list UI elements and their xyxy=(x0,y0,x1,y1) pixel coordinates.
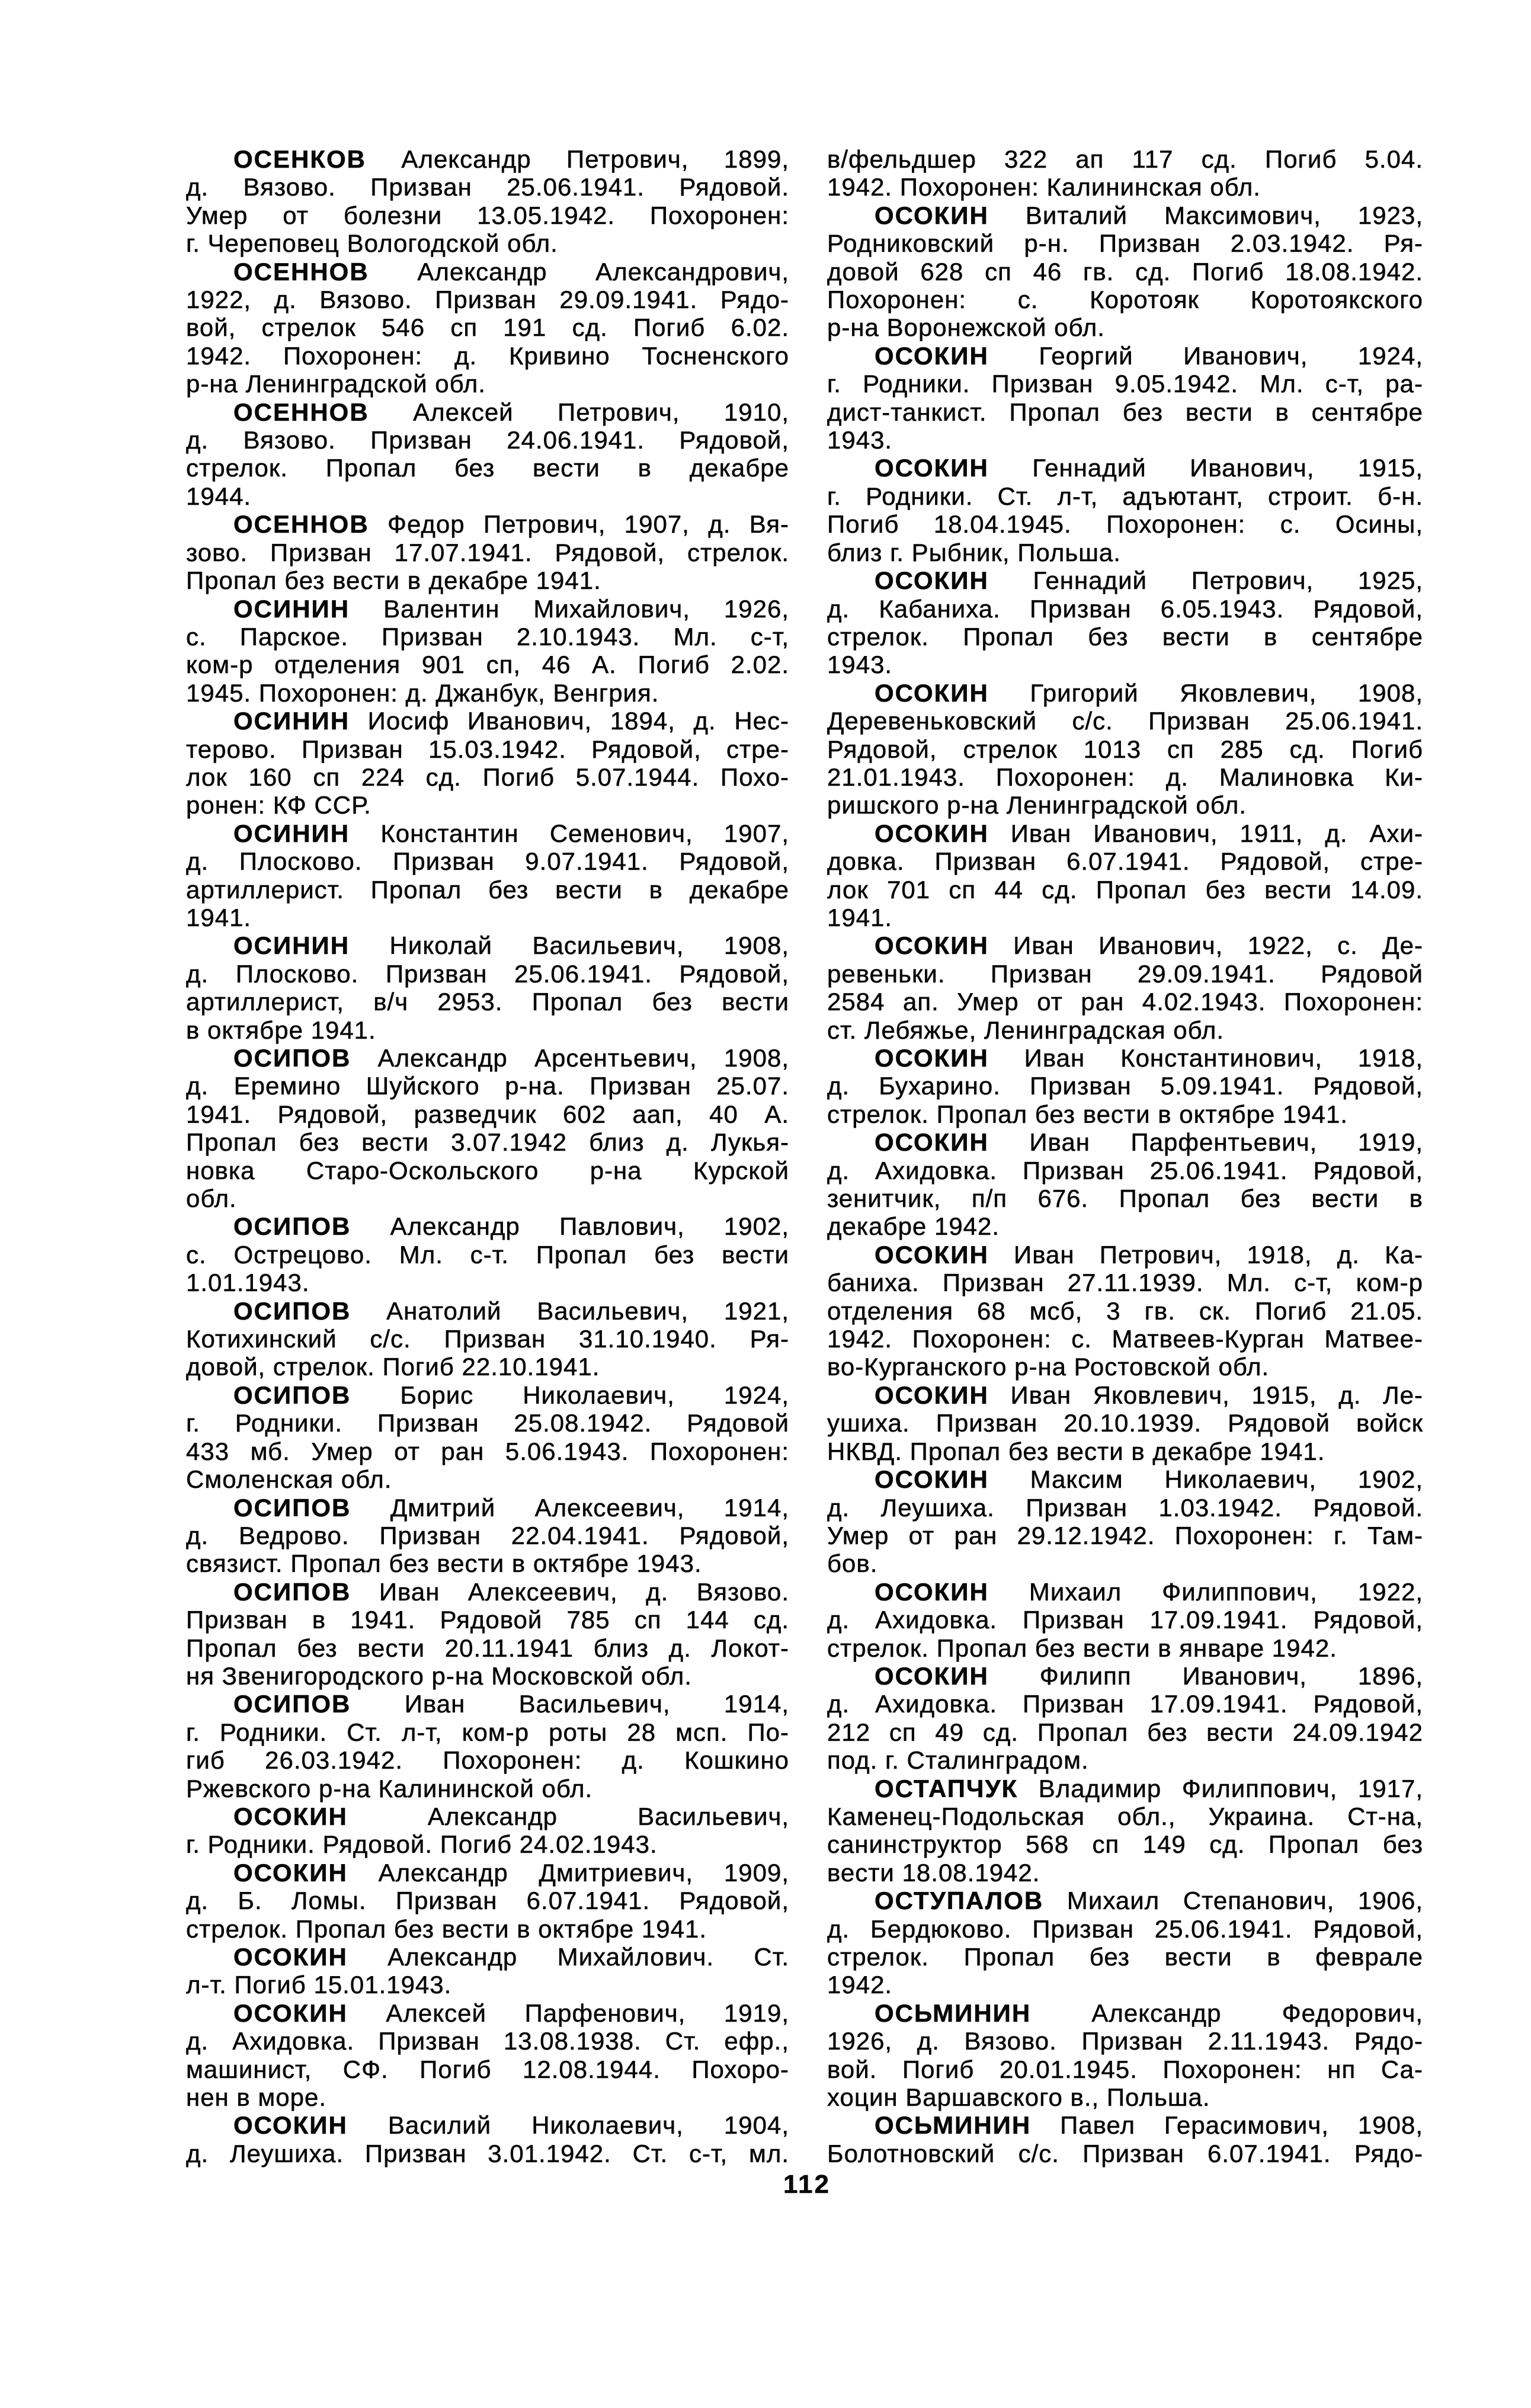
memorial-entry xyxy=(827,1128,1423,1241)
entry-line: ревеньки. Призван 29.09.1941. Рядовой xyxy=(827,959,1423,988)
memorial-entry xyxy=(186,1802,789,1859)
entry-line: ОСЬМИНИН Павел Герасимович, 1908, xyxy=(875,2111,1423,2140)
entry-line: ОСОКИН Алексей Парфенович, 1919, xyxy=(233,1999,789,2027)
surname: ОСОКИН xyxy=(875,1381,989,1409)
entry-line: Рядовой, стрелок 1013 сп 285 сд. Погиб xyxy=(827,735,1423,763)
memorial-entry xyxy=(827,1999,1423,2112)
entry-line: ком-р отделения 901 сп, 46 А. Погиб 2.02. xyxy=(186,651,789,679)
entry-line: стрелок. Пропал без вести в сентябре xyxy=(827,622,1423,651)
memorial-entry xyxy=(186,1578,789,1690)
surname: ОСИПОВ xyxy=(233,1296,351,1325)
surname: ОСОКИН xyxy=(875,341,989,370)
entry-line: д. Бердюково. Призван 25.06.1941. Рядовой, xyxy=(827,1914,1423,1943)
entry-line: 21.01.1943. Похоронен: д. Малиновка Ки- xyxy=(827,763,1423,791)
memorial-entry xyxy=(186,1999,789,2112)
entry-line: г. Родники. Рядовой. Погиб 24.02.1943. xyxy=(186,1830,658,1859)
entry-line: 1942. Похоронен: с. Матвеев-Курган Матвее- xyxy=(827,1325,1423,1353)
entry-line: декабре 1942. xyxy=(827,1212,1000,1241)
surname: ОСОКИН xyxy=(875,931,989,960)
surname: ОСИПОВ xyxy=(233,1493,351,1522)
surname: ОСОКИН xyxy=(233,2111,348,2140)
memorial-entry xyxy=(186,145,789,258)
memorial-entry xyxy=(186,398,789,511)
entry-line: Пропал без вести в декабре 1941. xyxy=(186,566,601,595)
entry-line: ня Звенигородского р-на Московской обл. xyxy=(186,1661,692,1690)
entry-line: новка Старо-Оскольского р-на Курской xyxy=(186,1156,789,1184)
memorial-entry xyxy=(186,1690,789,1802)
entry-line: вой, стрелок 546 сп 191 сд. Погиб 6.02. xyxy=(186,313,789,342)
entry-line: довой 628 сп 46 гв. сд. Погиб 18.08.1942. xyxy=(827,257,1423,286)
entry-line: ОСОКИН Иван Иванович, 1922, с. Де- xyxy=(875,931,1423,960)
surname: ОСИПОВ xyxy=(233,1381,351,1409)
entry-line: д. Вязово. Призван 25.06.1941. Рядовой. xyxy=(186,173,789,201)
entry-line: ОСТУПАЛОВ Михаил Степанович, 1906, xyxy=(875,1887,1423,1915)
surname: ОСОКИН xyxy=(233,1858,348,1887)
memorial-entry xyxy=(827,201,1423,342)
entry-line: 1942. Похоронен: д. Кривино Тосненского xyxy=(186,341,789,370)
entry-line: г. Родники. Ст. л-т, ком-р роты 28 мсп. По- xyxy=(186,1718,789,1746)
surname: ОСЬМИНИН xyxy=(875,2111,1032,2140)
entry-line: ОСОКИН Григорий Яковлевич, 1908, xyxy=(875,678,1423,707)
entry-line: г. Череповец Вологодской обл. xyxy=(186,229,558,258)
entry-line: 1941. Рядовой, разведчик 602 аап, 40 А. xyxy=(186,1100,789,1128)
entry-line: баниха. Призван 27.11.1939. Мл. с-т, ком-р xyxy=(827,1269,1423,1297)
entry-line: отделения 68 мсб, 3 гв. ск. Погиб 21.05. xyxy=(827,1296,1423,1325)
memorial-entry xyxy=(827,1044,1423,1128)
entry-line: Болотновский с/с. Призван 6.07.1941. Рядо- xyxy=(827,2139,1423,2167)
entry-line: ОСИПОВ Борис Николаевич, 1924, xyxy=(233,1381,789,1409)
entry-line: Смоленская обл. xyxy=(186,1465,392,1494)
entry-line: ОСИПОВ Александр Арсентьевич, 1908, xyxy=(233,1044,789,1072)
entry-line: терово. Призван 15.03.1942. Рядовой, стре- xyxy=(186,735,789,763)
entry-line: л-т. Погиб 15.01.1943. xyxy=(186,1971,452,1999)
entry-line: Ржевского р-на Калининской обл. xyxy=(186,1774,593,1802)
entry-line: в октябре 1941. xyxy=(186,1016,376,1044)
entry-line: лок 160 сп 224 сд. Погиб 5.07.1944. Похо- xyxy=(186,763,789,791)
left-column xyxy=(186,145,789,2167)
surname: ОСОКИН xyxy=(875,1661,989,1690)
entry-line: ОСОКИН Филипп Иванович, 1896, xyxy=(875,1661,1423,1690)
memorial-entry xyxy=(186,258,789,398)
surname: ОСИПОВ xyxy=(233,1577,351,1606)
surname: ОСТАПЧУК xyxy=(875,1774,1018,1802)
entry-line: во-Курганского р-на Ростовской обл. xyxy=(827,1353,1270,1381)
entry-line: ОСЕННОВ Алексей Петрович, 1910, xyxy=(233,398,789,426)
memorial-entry xyxy=(827,454,1423,566)
entry-line: д. Бухарино. Призван 5.09.1941. Рядовой, xyxy=(827,1072,1423,1100)
memorial-entry xyxy=(186,1859,789,1943)
entry-line: довой, стрелок. Погиб 22.10.1941. xyxy=(186,1353,600,1381)
entry-line: Погиб 18.04.1945. Похоронен: с. Осины, xyxy=(827,510,1423,539)
memorial-entry xyxy=(827,1887,1423,1999)
surname: ОСИНИН xyxy=(233,931,350,960)
entry-line: бов. xyxy=(827,1549,878,1578)
entry-line: стрелок. Пропал без вести в октябре 1941. xyxy=(827,1100,1349,1128)
entry-line: 1943. xyxy=(827,426,893,454)
memorial-entry xyxy=(827,931,1423,1044)
entry-line: лок 701 сп 44 сд. Пропал без вести 14.09. xyxy=(827,875,1423,904)
entry-line: Родниковский р-н. Призван 2.03.1942. Ря- xyxy=(827,229,1423,258)
surname: ОСОКИН xyxy=(233,1999,348,2027)
surname: ОСТУПАЛОВ xyxy=(875,1887,1044,1915)
entry-line: 433 мб. Умер от ран 5.06.1943. Похоронен: xyxy=(186,1437,789,1465)
entry-line: ОСОКИН Геннадий Петрович, 1925, xyxy=(875,566,1423,595)
memorial-entry xyxy=(827,2111,1423,2167)
entry-line: под. г. Сталинградом. xyxy=(827,1746,1089,1775)
entry-line: ОСИПОВ Иван Васильевич, 1914, xyxy=(233,1690,789,1718)
entry-line: в/фельдшер 322 ап 117 сд. Погиб 5.04. xyxy=(827,145,1423,173)
entry-line: ОСОКИН Иван Яковлевич, 1915, д. Ле- xyxy=(875,1381,1423,1409)
memorial-entry xyxy=(186,1044,789,1212)
entry-line: ОСОКИН Иван Парфентьевич, 1919, xyxy=(875,1128,1423,1157)
entry-line: ОСОКИН Александр Васильевич, xyxy=(233,1802,789,1830)
entry-line: ОСТАПЧУК Владимир Филиппович, 1917, xyxy=(875,1774,1423,1802)
entry-line: д. Б. Ломы. Призван 6.07.1941. Рядовой, xyxy=(186,1887,789,1915)
entry-line: д. Плосково. Призван 25.06.1941. Рядовой, xyxy=(186,959,789,988)
entry-line: ОСЬМИНИН Александр Федорович, xyxy=(875,1999,1423,2027)
memorial-entry xyxy=(827,819,1423,932)
surname: ОСОКИН xyxy=(875,454,989,482)
entry-line: д. Ведрово. Призван 22.04.1941. Рядовой, xyxy=(186,1521,789,1549)
memorial-entry xyxy=(827,145,1423,201)
entry-line: ОСИНИН Валентин Михайлович, 1926, xyxy=(233,594,789,623)
entry-line: ОСОКИН Михаил Филиппович, 1922, xyxy=(875,1577,1423,1606)
entry-line: вой. Погиб 20.01.1945. Похоронен: нп Са- xyxy=(827,2055,1423,2083)
entry-line: артиллерист. Пропал без вести в декабре xyxy=(186,875,789,904)
memorial-entry xyxy=(827,1578,1423,1662)
entry-line: р-на Ленинградской обл. xyxy=(186,370,486,398)
memorial-entry xyxy=(186,595,789,707)
entry-line: 1943. xyxy=(827,651,893,679)
entry-line: ОСИПОВ Иван Алексеевич, д. Вязово. xyxy=(233,1577,789,1606)
surname: ОСОКИН xyxy=(233,1802,348,1830)
surname: ОСЕННОВ xyxy=(233,398,369,426)
memorial-entry xyxy=(827,1662,1423,1775)
entry-line: ст. Лебяжье, Ленинградская обл. xyxy=(827,1016,1225,1044)
memorial-entry xyxy=(827,1381,1423,1465)
entry-line: 2584 ап. Умер от ран 4.02.1943. Похоронен: xyxy=(827,988,1423,1016)
surname: ОСЬМИНИН xyxy=(875,1999,1032,2027)
entry-line: ОСЕННОВ Александр Александрович, xyxy=(233,257,789,286)
entry-line: д. Леушиха. Призван 3.01.1942. Ст. с-т, мл. xyxy=(186,2139,789,2167)
surname: ОСОКИН xyxy=(875,819,989,847)
surname: ОСИНИН xyxy=(233,707,350,735)
surname: ОСЕННОВ xyxy=(233,510,369,539)
entry-line: ришского р-на Ленинградской обл. xyxy=(827,791,1247,819)
entry-line: 1944. xyxy=(186,482,252,510)
entry-line: хоцин Варшавского в., Польша. xyxy=(827,2083,1210,2112)
memorial-entry xyxy=(186,1943,789,1999)
surname: ОСИПОВ xyxy=(233,1690,351,1718)
entry-line: ОСИНИН Николай Васильевич, 1908, xyxy=(233,931,789,960)
entry-line: артиллерист, в/ч 2953. Пропал без вести xyxy=(186,988,789,1016)
entry-line: 212 сп 49 сд. Пропал без вести 24.09.1942 xyxy=(827,1718,1423,1746)
entry-line: д. Ахидовка. Призван 13.08.1938. Ст. ефр., xyxy=(186,2027,789,2055)
memorial-entry xyxy=(186,2111,789,2167)
entry-line: 1926, д. Вязово. Призван 2.11.1943. Рядо- xyxy=(827,2027,1423,2055)
entry-line: д. Ахидовка. Призван 17.09.1941. Рядовой, xyxy=(827,1606,1423,1634)
entry-line: ОСИНИН Иосиф Иванович, 1894, д. Нес- xyxy=(233,707,789,735)
entry-line: Умер от ран 29.12.1942. Похоронен: г. Там- xyxy=(827,1521,1423,1549)
entry-line: ОСИПОВ Анатолий Васильевич, 1921, xyxy=(233,1296,789,1325)
memorial-entry xyxy=(186,1297,789,1381)
surname: ОСОКИН xyxy=(875,1044,989,1072)
surname: ОСОКИН xyxy=(233,1943,348,1971)
surname: ОСИПОВ xyxy=(233,1212,351,1241)
entry-line: стрелок. Пропал без вести в декабре xyxy=(186,454,789,482)
entry-line: ОСОКИН Василий Николаевич, 1904, xyxy=(233,2111,789,2140)
entry-line: ОСОКИН Иван Иванович, 1911, д. Ахи- xyxy=(875,819,1423,847)
entry-line: вести 18.08.1942. xyxy=(827,1858,1040,1887)
surname: ОСОКИН xyxy=(875,1240,989,1269)
entry-line: Умер от болезни 13.05.1942. Похоронен: xyxy=(186,201,789,229)
surname: ОСОКИН xyxy=(875,201,989,229)
page-number: 112 xyxy=(783,2170,831,2199)
entry-line: 1941. xyxy=(186,903,252,931)
memorial-entry xyxy=(827,679,1423,819)
entry-line: Деревеньковский с/с. Призван 25.06.1941. xyxy=(827,707,1423,735)
entry-line: ОСОКИН Виталий Максимович, 1923, xyxy=(875,201,1423,229)
memorial-entry xyxy=(186,510,789,594)
memorial-entry xyxy=(827,1775,1423,1887)
memorial-entry xyxy=(186,819,789,932)
surname: ОСИНИН xyxy=(233,594,350,623)
entry-line: санинструктор 568 сп 149 сд. Пропал без xyxy=(827,1830,1423,1859)
entry-line: стрелок. Пропал без вести в октябре 1941. xyxy=(186,1914,707,1943)
entry-line: довка. Призван 6.07.1941. Рядовой, стре- xyxy=(827,847,1423,876)
surname: ОСОКИН xyxy=(875,1128,989,1157)
entry-line: ОСОКИН Александр Дмитриевич, 1909, xyxy=(233,1858,789,1887)
entry-line: ОСОКИН Александр Михайлович. Ст. xyxy=(233,1943,789,1971)
entry-line: ронен: КФ ССР. xyxy=(186,791,371,819)
entry-line: ОСИНИН Константин Семенович, 1907, xyxy=(233,819,789,847)
surname: ОСЕНКОВ xyxy=(233,145,366,173)
entry-line: д. Леушиха. Призван 1.03.1942. Рядовой. xyxy=(827,1493,1423,1522)
entry-line: ОСОКИН Иван Константинович, 1918, xyxy=(875,1044,1423,1072)
entry-line: обл. xyxy=(186,1184,237,1213)
entry-line: НКВД. Пропал без вести в декабре 1941. xyxy=(827,1437,1325,1465)
entry-line: 1942. xyxy=(827,1971,893,1999)
entry-line: ушиха. Призван 20.10.1939. Рядовой войск xyxy=(827,1409,1423,1437)
memorial-entry xyxy=(186,931,789,1044)
entry-line: г. Родники. Ст. л-т, адъютант, строит. б-н. xyxy=(827,482,1423,510)
entry-line: стрелок. Пропал без вести в феврале xyxy=(827,1943,1423,1971)
entry-line: близ г. Рыбник, Польша. xyxy=(827,538,1121,566)
surname: ОСИПОВ xyxy=(233,1044,351,1072)
entry-line: Пропал без вести 3.07.1942 близ д. Лукья- xyxy=(186,1128,789,1157)
entry-line: Похоронен: с. Коротояк Коротоякского xyxy=(827,286,1423,314)
entry-line: ОСОКИН Максим Николаевич, 1902, xyxy=(875,1465,1423,1494)
entry-line: ОСИПОВ Александр Павлович, 1902, xyxy=(233,1212,789,1241)
memorial-entry xyxy=(827,1241,1423,1381)
entry-line: с. Парское. Призван 2.10.1943. Мл. с-т, xyxy=(186,622,789,651)
entry-line: ОСОКИН Георгий Иванович, 1924, xyxy=(875,341,1423,370)
entry-line: зенитчик, п/п 676. Пропал без вести в xyxy=(827,1184,1423,1213)
memorial-entry xyxy=(827,1465,1423,1578)
entry-line: ОСЕНКОВ Александр Петрович, 1899, xyxy=(233,145,789,173)
entry-line: с. Острецово. Мл. с-т. Пропал без вести xyxy=(186,1240,789,1269)
right-column xyxy=(827,145,1423,2167)
memorial-entry xyxy=(827,566,1423,679)
entry-line: ОСИПОВ Дмитрий Алексеевич, 1914, xyxy=(233,1493,789,1522)
surname: ОСОКИН xyxy=(875,678,989,707)
entry-line: д. Еремино Шуйского р-на. Призван 25.07. xyxy=(186,1072,789,1100)
entry-line: 1942. Похоронен: Калининская обл. xyxy=(827,173,1261,201)
entry-line: д. Ахидовка. Призван 17.09.1941. Рядовой, xyxy=(827,1690,1423,1718)
entry-line: 1.01.1943. xyxy=(186,1269,310,1297)
entry-line: гиб 26.03.1942. Похоронен: д. Кошкино xyxy=(186,1746,789,1775)
entry-line: ОСОКИН Геннадий Иванович, 1915, xyxy=(875,454,1423,482)
entry-line: Каменец-Подольская обл., Украина. Ст-на, xyxy=(827,1802,1423,1830)
surname: ОСОКИН xyxy=(875,1577,989,1606)
entry-line: г. Родники. Призван 9.05.1942. Мл. с-т, ра- xyxy=(827,370,1423,398)
entry-line: 1941. xyxy=(827,903,893,931)
entry-line: машинист, СФ. Погиб 12.08.1944. Похоро- xyxy=(186,2055,789,2083)
entry-line: Призван в 1941. Рядовой 785 сп 144 сд. xyxy=(186,1606,789,1634)
entry-line: стрелок. Пропал без вести в январе 1942. xyxy=(827,1634,1337,1662)
entry-line: нен в море. xyxy=(186,2083,327,2112)
memorial-entry xyxy=(186,1494,789,1578)
entry-line: р-на Воронежской обл. xyxy=(827,313,1105,342)
memorial-entry xyxy=(827,342,1423,454)
entry-line: ОСОКИН Иван Петрович, 1918, д. Ка- xyxy=(875,1240,1423,1269)
memorial-entry xyxy=(186,707,789,819)
entry-line: Пропал без вести 20.11.1941 близ д. Локот- xyxy=(186,1634,789,1662)
surname: ОСОКИН xyxy=(875,566,989,595)
entry-line: д. Плосково. Призван 9.07.1941. Рядовой, xyxy=(186,847,789,876)
entry-line: зово. Призван 17.07.1941. Рядовой, стрелок. xyxy=(186,538,789,566)
entry-line: д. Кабаниха. Призван 6.05.1943. Рядовой, xyxy=(827,594,1423,623)
entry-line: Котихинский с/с. Призван 31.10.1940. Ря- xyxy=(186,1325,789,1353)
memorial-entry xyxy=(186,1381,789,1494)
entry-line: д. Ахидовка. Призван 25.06.1941. Рядовой, xyxy=(827,1156,1423,1184)
memorial-entry xyxy=(186,1212,789,1296)
entry-line: связист. Пропал без вести в октябре 1943. xyxy=(186,1549,702,1578)
surname: ОСЕННОВ xyxy=(233,257,369,286)
surname: ОСОКИН xyxy=(875,1465,989,1494)
entry-line: 1945. Похоронен: д. Джанбук, Венгрия. xyxy=(186,678,659,707)
entry-line: дист-танкист. Пропал без вести в сентябре xyxy=(827,398,1423,426)
surname: ОСИНИН xyxy=(233,819,350,847)
entry-line: 1922, д. Вязово. Призван 29.09.1941. Рядо- xyxy=(186,286,789,314)
entry-line: г. Родники. Призван 25.08.1942. Рядовой xyxy=(186,1409,789,1437)
entry-line: ОСЕННОВ Федор Петрович, 1907, д. Вя- xyxy=(233,510,789,539)
entry-line: д. Вязово. Призван 24.06.1941. Рядовой, xyxy=(186,426,789,454)
